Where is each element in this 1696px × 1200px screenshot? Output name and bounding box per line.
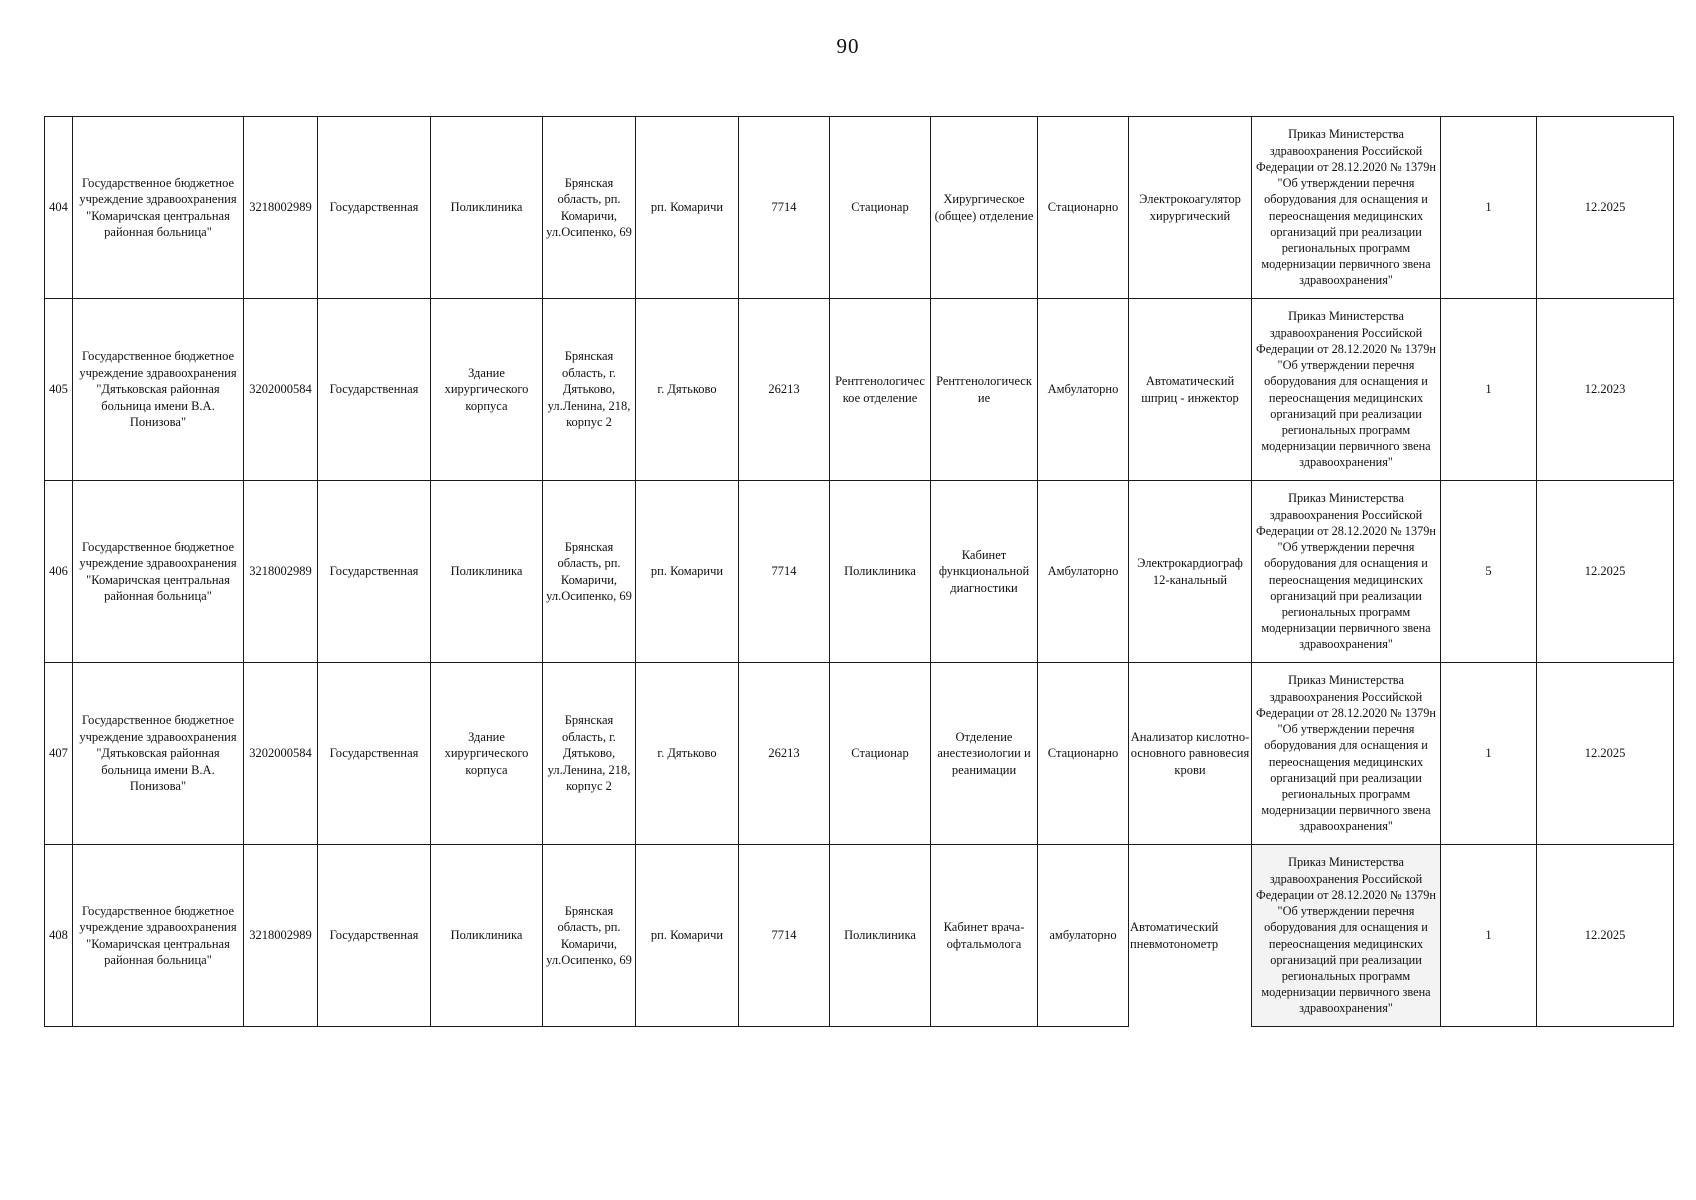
- locality-cell: рп. Комаричи: [636, 845, 739, 1027]
- inn-cell: 3218002989: [244, 845, 318, 1027]
- department-cell: Рентгенологическ ие: [931, 299, 1038, 481]
- building-cell: Здание хирургического корпуса: [431, 663, 543, 845]
- date-cell: 12.2025: [1537, 845, 1674, 1027]
- equipment-cell: Электрокардиограф 12-канальный: [1129, 481, 1252, 663]
- address-cell: Брянская область, рп. Комаричи, ул.Осипенко, 69: [543, 845, 636, 1027]
- care-form-cell: Стационарно: [1038, 663, 1129, 845]
- date-cell: 12.2025: [1537, 481, 1674, 663]
- page-number: 90: [836, 34, 860, 58]
- basis-document-cell: Приказ Министерства здравоохранения Российской Федерации от 28.12.2020 № 1379н "Об утверждении перечня оборудования для оснащения и переоснащения медицинских организаций при реализации региональных программ модернизации первичного звена здравоохранения": [1252, 299, 1441, 481]
- ownership-cell: Государственная: [318, 845, 431, 1027]
- inn-cell: 3218002989: [244, 481, 318, 663]
- division-cell: Стационар: [830, 117, 931, 299]
- equipment-plan-table: [44, 116, 1674, 1027]
- equipment-cell: Электрокоагулятор хирургический: [1129, 117, 1252, 299]
- inn-cell: 3202000584: [244, 299, 318, 481]
- code-cell: 26213: [739, 299, 830, 481]
- division-cell: Поликлиника: [830, 845, 931, 1027]
- locality-cell: г. Дятьково: [636, 663, 739, 845]
- ownership-cell: Государственная: [318, 481, 431, 663]
- date-cell: 12.2025: [1537, 663, 1674, 845]
- building-cell: Поликлиника: [431, 481, 543, 663]
- address-cell: Брянская область, рп. Комаричи, ул.Осипенко, 69: [543, 481, 636, 663]
- division-cell: Стационар: [830, 663, 931, 845]
- organization-cell: Государственное бюджетное учреждение здравоохранения "Дятьковская районная больница имени В.А. Понизова": [73, 299, 244, 481]
- address-cell: Брянская область, г. Дятьково, ул.Ленина, 218, корпус 2: [543, 299, 636, 481]
- care-form-cell: амбулаторно: [1038, 845, 1129, 1027]
- care-form-cell: Амбулаторно: [1038, 481, 1129, 663]
- code-cell: 7714: [739, 117, 830, 299]
- basis-document-cell: Приказ Министерства здравоохранения Российской Федерации от 28.12.2020 № 1379н "Об утверждении перечня оборудования для оснащения и переоснащения медицинских организаций при реализации региональных программ модернизации первичного звена здравоохранения": [1252, 663, 1441, 845]
- date-cell: 12.2025: [1537, 117, 1674, 299]
- row-number-cell: 408: [45, 845, 73, 1027]
- organization-cell: Государственное бюджетное учреждение здравоохранения "Комаричская центральная районная больница": [73, 845, 244, 1027]
- care-form-cell: Стационарно: [1038, 117, 1129, 299]
- row-number-cell: 404: [45, 117, 73, 299]
- ownership-cell: Государственная: [318, 663, 431, 845]
- address-cell: Брянская область, рп. Комаричи, ул.Осипенко, 69: [543, 117, 636, 299]
- row-number-cell: 407: [45, 663, 73, 845]
- building-cell: Здание хирургического корпуса: [431, 299, 543, 481]
- basis-document-cell: Приказ Министерства здравоохранения Российской Федерации от 28.12.2020 № 1379н "Об утверждении перечня оборудования для оснащения и переоснащения медицинских организаций при реализации региональных программ модернизации первичного звена здравоохранения": [1252, 117, 1441, 299]
- code-cell: 26213: [739, 663, 830, 845]
- table-row: [45, 663, 1674, 845]
- date-cell: 12.2023: [1537, 299, 1674, 481]
- organization-cell: Государственное бюджетное учреждение здравоохранения "Дятьковская районная больница имени В.А. Понизова": [73, 663, 244, 845]
- quantity-cell: 1: [1441, 117, 1537, 299]
- care-form-cell: Амбулаторно: [1038, 299, 1129, 481]
- code-cell: 7714: [739, 481, 830, 663]
- locality-cell: рп. Комаричи: [636, 481, 739, 663]
- equipment-cell: Анализатор кислотно-основного равновесия крови: [1129, 663, 1252, 845]
- locality-cell: рп. Комаричи: [636, 117, 739, 299]
- division-cell: Поликлиника: [830, 481, 931, 663]
- inn-cell: 3218002989: [244, 117, 318, 299]
- department-cell: Кабинет врача-офтальмолога: [931, 845, 1038, 1027]
- quantity-cell: 1: [1441, 299, 1537, 481]
- table-row: [45, 845, 1674, 1027]
- row-number-cell: 405: [45, 299, 73, 481]
- code-cell: 7714: [739, 845, 830, 1027]
- organization-cell: Государственное бюджетное учреждение здравоохранения "Комаричская центральная районная больница": [73, 117, 244, 299]
- equipment-cell: Автоматический пневмотонометр: [1129, 845, 1252, 1027]
- ownership-cell: Государственная: [318, 299, 431, 481]
- table-row: [45, 481, 1674, 663]
- department-cell: Кабинет функциональной диагностики: [931, 481, 1038, 663]
- department-cell: Хирургическое (общее) отделение: [931, 117, 1038, 299]
- table-row: [45, 299, 1674, 481]
- row-number-cell: 406: [45, 481, 73, 663]
- organization-cell: Государственное бюджетное учреждение здравоохранения "Комаричская центральная районная больница": [73, 481, 244, 663]
- quantity-cell: 5: [1441, 481, 1537, 663]
- address-cell: Брянская область, г. Дятьково, ул.Ленина, 218, корпус 2: [543, 663, 636, 845]
- table-row: [45, 117, 1674, 299]
- quantity-cell: 1: [1441, 845, 1537, 1027]
- department-cell: Отделение анестезиологии и реанимации: [931, 663, 1038, 845]
- building-cell: Поликлиника: [431, 117, 543, 299]
- locality-cell: г. Дятьково: [636, 299, 739, 481]
- division-cell: Рентгенологичес кое отделение: [830, 299, 931, 481]
- quantity-cell: 1: [1441, 663, 1537, 845]
- inn-cell: 3202000584: [244, 663, 318, 845]
- building-cell: Поликлиника: [431, 845, 543, 1027]
- ownership-cell: Государственная: [318, 117, 431, 299]
- basis-document-cell: Приказ Министерства здравоохранения Российской Федерации от 28.12.2020 № 1379н "Об утверждении перечня оборудования для оснащения и переоснащения медицинских организаций при реализации региональных программ модернизации первичного звена здравоохранения": [1252, 481, 1441, 663]
- basis-document-cell: Приказ Министерства здравоохранения Российской Федерации от 28.12.2020 № 1379н "Об утверждении перечня оборудования для оснащения и переоснащения медицинских организаций при реализации региональных программ модернизации первичного звена здравоохранения": [1252, 845, 1441, 1027]
- equipment-cell: Автоматический шприц - инжектор: [1129, 299, 1252, 481]
